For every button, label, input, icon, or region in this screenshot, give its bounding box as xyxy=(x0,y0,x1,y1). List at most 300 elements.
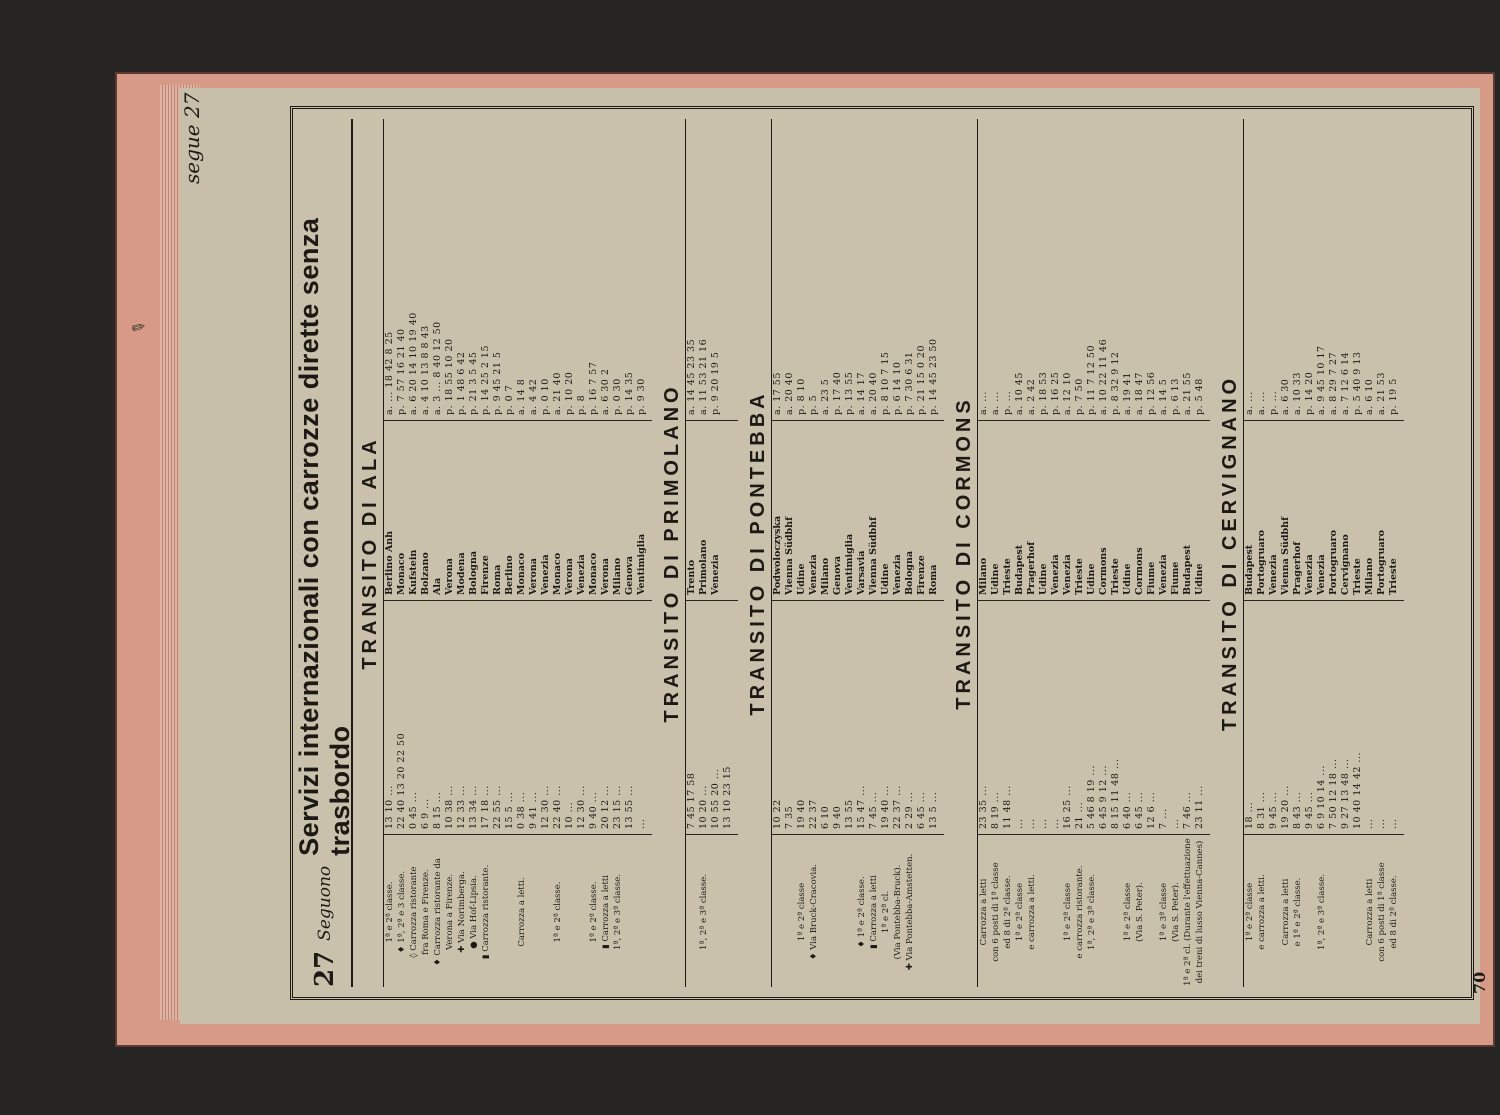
service-note: ◊ Carrozza ristorante xyxy=(409,866,419,958)
arrival-times: a. 6 10 xyxy=(1364,378,1375,415)
table-row xyxy=(784,119,796,987)
station-name: Venezia xyxy=(710,554,721,595)
departure-times: 18 ... xyxy=(1244,801,1255,829)
departure-times: 22 40 ... xyxy=(552,785,563,829)
table-row xyxy=(564,119,576,987)
departure-times: 22 40 13 20 22 50 xyxy=(396,732,407,829)
departure-times: 9 40 xyxy=(832,805,843,829)
departure-times: 6 45 ... xyxy=(916,791,927,829)
service-note: ▮ Carrozza ristorante. xyxy=(481,864,491,960)
service-note: e carrozza a letti. xyxy=(1027,874,1037,950)
table-row xyxy=(1050,119,1062,987)
table-row xyxy=(1170,119,1182,987)
arrival-times: a. 14 5 xyxy=(1158,378,1169,415)
table-row xyxy=(856,119,868,987)
arrival-times: a. 20 40 xyxy=(868,372,879,415)
table-row xyxy=(1328,119,1340,987)
service-note: 1ª, 2ª e 3ª classe. xyxy=(613,874,623,950)
table-row xyxy=(1376,119,1388,987)
arrival-times: p. 14 45 23 50 xyxy=(928,338,939,415)
timetable-frame xyxy=(290,106,1474,1000)
table-row xyxy=(1074,119,1086,987)
departure-times: 15 5 ... xyxy=(504,791,515,829)
station-name: Genova xyxy=(832,555,843,595)
service-note: 1ª e 2ª classe xyxy=(1015,882,1025,942)
arrival-times: a. 8 29 7 27 xyxy=(1328,351,1339,415)
station-name: Monaco xyxy=(516,552,527,595)
arrival-times: a. 14 17 xyxy=(856,372,867,415)
table-row xyxy=(408,119,420,987)
station-name: Trieste xyxy=(1074,558,1085,595)
arrival-times: a. 21 53 xyxy=(1376,372,1387,415)
station-name: Venezia xyxy=(892,554,903,595)
departure-times: 13 5 ... xyxy=(928,791,939,829)
service-note: ▮ Carrozza a letti xyxy=(869,875,879,949)
station-name: Venezia xyxy=(1050,554,1061,595)
station-name: Bologna xyxy=(904,550,915,595)
table-row xyxy=(420,119,432,987)
section-3 xyxy=(951,119,1210,987)
departure-times: 5 46 8 19 ... xyxy=(1086,765,1097,829)
table-row xyxy=(880,119,892,987)
arrival-times: a. ... xyxy=(978,391,989,415)
rotated-content xyxy=(180,88,1489,1024)
table-row xyxy=(978,119,990,987)
service-note: 1ª e 2ª classe xyxy=(1245,882,1255,942)
table-title: Servizi internazionali con carrozze dirette senza trasbordo xyxy=(294,217,355,856)
departure-times: 15 47 ... xyxy=(856,785,867,829)
service-note: ed 8 di 2ª classe. xyxy=(1003,875,1013,949)
service-note: e 1ª e 2ª classe. xyxy=(1293,877,1303,947)
departure-times: 13 10 23 15 xyxy=(722,766,733,829)
station-name: Venezia xyxy=(1268,554,1279,595)
service-note: 1ª e 2ª classe. xyxy=(385,881,395,943)
service-note: 1ª e 2ª classe xyxy=(1123,882,1133,942)
departure-times: 21 ... xyxy=(1074,801,1085,829)
station-name: Udine xyxy=(990,563,1001,595)
departure-times: 10 55 20 ... xyxy=(710,768,721,829)
departure-times: 0 45 ... xyxy=(408,791,419,829)
departure-times: 9 45 ... xyxy=(1304,791,1315,829)
arrival-times: a. 20 40 xyxy=(784,372,795,415)
section-2 xyxy=(745,119,944,987)
service-note: con 6 posti di 1ª classe xyxy=(1377,862,1387,962)
station-name: Trieste xyxy=(1110,558,1121,595)
station-name: Modena xyxy=(456,552,467,595)
arrival-times: p. 10 20 xyxy=(564,371,575,415)
table-row xyxy=(1026,119,1038,987)
arrival-times: a. 14 8 xyxy=(516,378,527,415)
departure-times: 9 45 ... xyxy=(1268,791,1279,829)
arrival-times: p. 13 55 xyxy=(844,371,855,415)
arrival-times: a. ... 18 42 8 25 xyxy=(384,331,395,415)
table-row xyxy=(504,119,516,987)
arrival-times: p. 18 53 xyxy=(1038,371,1049,415)
service-note: con 6 posti di 1ª classe xyxy=(991,862,1001,962)
station-name: Venezia xyxy=(1158,554,1169,595)
arrival-times: a. 7 12 6 14 xyxy=(1340,351,1351,415)
departure-times: 13 34 ... xyxy=(468,785,479,829)
station-name: Bolzano xyxy=(420,552,431,595)
service-note: 1ª, 2ª e 3ª classe. xyxy=(1317,874,1327,950)
arrival-times: p. 9 30 xyxy=(636,378,647,415)
running-head: segue 27 xyxy=(180,92,204,184)
station-name: Varsavia xyxy=(856,550,867,595)
station-name: Ala xyxy=(432,577,443,595)
arrival-times: p. 7 50 xyxy=(1074,378,1085,415)
arrival-times: p. 9 45 21 5 xyxy=(492,351,503,415)
arrival-times: p. 8 10 xyxy=(796,378,807,415)
station-name: Udine xyxy=(1194,563,1205,595)
station-name: Udine xyxy=(1038,563,1049,595)
arrival-times: a. 21 55 xyxy=(1182,372,1193,415)
arrival-times: p. 1 48 6 42 xyxy=(456,351,467,415)
station-name: Vienna Südbhf xyxy=(868,516,879,595)
departure-times: 12 30 ... xyxy=(576,785,587,829)
departure-times: 8 19 ... xyxy=(990,791,1001,829)
table-row xyxy=(636,119,648,987)
departure-times: 9 27 13 48 ... xyxy=(1340,758,1351,829)
table-row xyxy=(1182,119,1194,987)
arrival-times: p. ... xyxy=(1268,390,1279,415)
station-name: Milano xyxy=(820,557,831,595)
station-name: Bologna xyxy=(468,550,479,595)
departure-times: 10 22 xyxy=(772,799,783,829)
station-name: Vienna Südbhf xyxy=(1280,516,1291,595)
table-row xyxy=(990,119,1002,987)
arrival-times: p. 19 5 xyxy=(1388,378,1399,415)
arrival-times: a. ... xyxy=(990,391,1001,415)
station-name: Venezia xyxy=(1316,554,1327,595)
station-name: Verona xyxy=(564,558,575,595)
station-name: Fiume xyxy=(1170,561,1181,595)
departure-times: ... xyxy=(1014,818,1025,829)
arrival-times: p. 0 7 xyxy=(504,384,515,415)
station-name: Monaco xyxy=(396,552,407,595)
station-name: Udine xyxy=(796,563,807,595)
service-note: Carrozza a letti xyxy=(979,878,989,946)
departure-times: 17 18 ... xyxy=(480,785,491,829)
arrival-times: p. 14 35 xyxy=(624,371,635,415)
table-row xyxy=(468,119,480,987)
table-row xyxy=(1340,119,1352,987)
station-name: Trento xyxy=(686,559,697,595)
departure-times: 2 29 ... xyxy=(904,791,915,829)
station-name: Trieste xyxy=(1002,558,1013,595)
station-name: Portogruaro xyxy=(1328,529,1339,595)
service-note: fra Roma e Firenze. xyxy=(421,869,431,955)
station-name: Venezia xyxy=(540,554,551,595)
departure-times: 6 10 xyxy=(820,805,831,829)
arrival-times: a. 10 33 xyxy=(1292,372,1303,415)
table-row xyxy=(624,119,636,987)
arrival-times: a. 4 10 13 8 8 43 xyxy=(420,325,431,415)
arrival-times: p. 16 25 xyxy=(1050,371,1061,415)
station-name: Portogruaro xyxy=(1376,529,1387,595)
station-name: Venezia xyxy=(576,554,587,595)
table-row xyxy=(480,119,492,987)
table-row xyxy=(588,119,600,987)
departure-times: 6 9 ... xyxy=(420,798,431,829)
departure-times: 10 ... xyxy=(564,801,575,829)
table-row xyxy=(820,119,832,987)
departure-times: 8 43 ... xyxy=(1292,791,1303,829)
arrival-times: a. 18 47 xyxy=(1134,372,1145,415)
departure-times: 13 55 xyxy=(844,799,855,829)
arrival-times: p. 21 15 0 20 xyxy=(916,345,927,415)
service-note: ● Via Hof-Lipsia. xyxy=(469,875,479,949)
departure-times: 7 45 17 58 xyxy=(686,772,697,829)
table-row xyxy=(540,119,552,987)
service-note: 1ª e 2ª classe. xyxy=(589,881,599,943)
departure-times: 22 55 ... xyxy=(492,785,503,829)
section-1 xyxy=(659,119,738,987)
section-title: TRANSITO DI PONTEBBA xyxy=(745,119,772,987)
station-name: Roma xyxy=(492,564,503,595)
arrival-times: p. 5 40 9 13 xyxy=(1352,351,1363,415)
departure-times: 12 30 ... xyxy=(540,785,551,829)
departure-times: ... xyxy=(1388,818,1399,829)
arrival-times: p. 6 13 xyxy=(1170,378,1181,415)
table-row xyxy=(1292,119,1304,987)
departure-times: 7 35 xyxy=(784,805,795,829)
departure-times: 23 11 ... xyxy=(1194,785,1205,829)
station-name: Verona xyxy=(600,558,611,595)
departure-times: 19 20 ... xyxy=(1280,785,1291,829)
station-name: Budapest xyxy=(1182,544,1193,595)
station-name: Verona xyxy=(528,558,539,595)
arrival-times: a. 9 45 10 17 xyxy=(1316,345,1327,415)
departure-times: 22 37 xyxy=(808,799,819,829)
table-row xyxy=(492,119,504,987)
departure-times: ... xyxy=(1038,818,1049,829)
segue-label: Seguono xyxy=(315,865,335,941)
departure-times: 0 38 ... xyxy=(516,791,527,829)
table-row xyxy=(1158,119,1170,987)
station-name: Berlino xyxy=(504,555,515,595)
service-note: 1ª e 2ª cl. xyxy=(881,890,891,934)
station-name: Budapest xyxy=(1014,544,1025,595)
departure-times: 13 55 ... xyxy=(624,785,635,829)
departure-times: 9 40 ... xyxy=(588,791,599,829)
table-row xyxy=(432,119,444,987)
station-name: Pragerhof xyxy=(1026,541,1037,595)
departure-times: 12 33 ... xyxy=(456,785,467,829)
section-title: TRANSITO DI ALA xyxy=(357,119,384,987)
station-name: Milano xyxy=(1364,557,1375,595)
service-note: 1ª e 2ª classe. xyxy=(553,881,563,943)
departure-times: ... xyxy=(1364,818,1375,829)
service-note: (Via Pontebba-Bruck). xyxy=(893,864,903,960)
table-row xyxy=(1086,119,1098,987)
arrival-times: p. 17 40 xyxy=(832,371,843,415)
departure-times: 7 ... xyxy=(1158,808,1169,829)
table-row xyxy=(1280,119,1292,987)
service-note: 1ª, 2ª e 3ª classe. xyxy=(699,874,709,950)
arrival-times: p. 5 48 xyxy=(1194,378,1205,415)
departure-times: 6 45 ... xyxy=(1134,791,1145,829)
timetable-page xyxy=(180,88,1489,1024)
table-row xyxy=(916,119,928,987)
section-title: TRANSITO DI PRIMOLANO xyxy=(659,119,686,987)
arrival-times: p. 11 7 12 50 xyxy=(1086,345,1097,415)
departure-times: 9 41 ... xyxy=(528,791,539,829)
table-row xyxy=(1352,119,1364,987)
arrival-times: p. 8 10 7 15 xyxy=(880,351,891,415)
section-0 xyxy=(357,119,652,987)
departure-times: ... xyxy=(1026,818,1037,829)
arrival-times: a. 12 10 xyxy=(1062,372,1073,415)
station-name: Genova xyxy=(624,555,635,595)
departure-times: 12 6 ... xyxy=(1146,791,1157,829)
departure-times: ... xyxy=(1376,818,1387,829)
table-row xyxy=(384,119,396,987)
departure-times: 6 45 9 12 ... xyxy=(1098,765,1109,829)
departure-times: 10 20 ... xyxy=(698,785,709,829)
station-name: Verona xyxy=(444,558,455,595)
service-note: ♦ 1ª, 2ª e 3 classe. xyxy=(397,870,407,954)
table-row xyxy=(516,119,528,987)
table-row xyxy=(612,119,624,987)
page-number: 70 xyxy=(1470,971,1489,994)
station-name: Berlino Anh xyxy=(384,530,395,595)
service-note: 1ª, 2ª e 3ª classe. xyxy=(1087,874,1097,950)
arrival-times: a. 2 42 xyxy=(1026,378,1037,415)
arrival-times: p. 12 56 xyxy=(1146,371,1157,415)
station-name: Milano xyxy=(978,557,989,595)
departure-times: 19 40 xyxy=(796,799,807,829)
arrival-times: a. 6 20 14 10 19 40 xyxy=(408,312,419,415)
service-note: 1ª e 2ª classe xyxy=(1063,882,1073,942)
arrival-times: p. 7 57 16 21 40 xyxy=(396,328,407,415)
service-note: 1ª e 2ª classe xyxy=(797,882,807,942)
table-row xyxy=(396,119,408,987)
station-name: Portogruaro xyxy=(1256,529,1267,595)
section-4 xyxy=(1217,119,1404,987)
station-name: Primolano xyxy=(698,539,709,595)
table-row xyxy=(904,119,916,987)
station-name: Udine xyxy=(880,563,891,595)
table-row xyxy=(1364,119,1376,987)
table-row xyxy=(1110,119,1122,987)
station-name: Trieste xyxy=(1388,558,1399,595)
departure-times: 6 9 10 14 ... xyxy=(1316,765,1327,829)
arrival-times: a. 10 22 11 46 xyxy=(1098,338,1109,415)
arrival-times: p. 7 30 6 31 xyxy=(904,351,915,415)
arrival-times: a. 11 53 21 16 xyxy=(698,338,709,415)
station-name: Budapest xyxy=(1244,544,1255,595)
station-name: Vienna Südbhf xyxy=(784,516,795,595)
service-note: (Via S. Peter). xyxy=(1171,882,1181,942)
table-row xyxy=(1146,119,1158,987)
station-name: Firenze xyxy=(480,555,491,595)
table-row xyxy=(600,119,612,987)
arrival-times: a. ... xyxy=(1256,391,1267,415)
table-number: 27 xyxy=(310,950,340,987)
departure-times: ... xyxy=(1050,818,1061,829)
arrival-times: p. ... xyxy=(1002,390,1013,415)
station-name: Monaco xyxy=(552,552,563,595)
table-row xyxy=(1244,119,1256,987)
arrival-times: a. 23 5 xyxy=(820,378,831,415)
station-name: Venezia xyxy=(1304,554,1315,595)
service-note: Carrozza a letti xyxy=(1281,878,1291,946)
table-row xyxy=(1316,119,1328,987)
table-row xyxy=(772,119,784,987)
table-row xyxy=(868,119,880,987)
table-row xyxy=(1134,119,1146,987)
departure-times: 8 15 11 48 ... xyxy=(1110,758,1121,829)
arrival-times: a. 3 ... 8 40 12 50 xyxy=(432,321,443,415)
table-row xyxy=(928,119,940,987)
departure-times: 19 40 ... xyxy=(880,785,891,829)
arrival-times: p. 8 32 9 12 xyxy=(1110,351,1121,415)
arrival-times: p. 21 3 5 45 xyxy=(468,351,479,415)
arrival-times: p. 14 25 2 15 xyxy=(480,345,491,415)
arrival-times: p. 5 xyxy=(808,394,819,415)
table-row xyxy=(698,119,710,987)
table-row xyxy=(710,119,722,987)
arrival-times: a. 19 41 xyxy=(1122,372,1133,415)
table-row xyxy=(444,119,456,987)
departure-times: 6 40 ... xyxy=(1122,791,1133,829)
station-name: Cormons xyxy=(1134,547,1145,595)
departure-times: 23 15 ... xyxy=(612,785,623,829)
arrival-times: a. 21 40 xyxy=(552,372,563,415)
station-name: Cervignano xyxy=(1340,534,1351,595)
station-name: Venezia xyxy=(1062,554,1073,595)
table-row xyxy=(576,119,588,987)
service-note: dei treni di lusso Vienna-Cannes) xyxy=(1195,840,1205,984)
table-header xyxy=(294,119,355,987)
station-name: Podwoloczyska xyxy=(772,515,783,595)
service-note: ▮ Carrozza a letti xyxy=(601,875,611,949)
service-note: Verona a Firenze. xyxy=(445,874,455,950)
service-note: ♦ Carrozza ristorante da xyxy=(433,858,443,966)
departure-times: 7 50 12 18 ... xyxy=(1328,758,1339,829)
table-row xyxy=(1388,119,1400,987)
departure-times: 8 15 ... xyxy=(432,791,443,829)
table-row xyxy=(1122,119,1134,987)
table-row xyxy=(796,119,808,987)
table-row xyxy=(892,119,904,987)
departure-times: 7 46 ... xyxy=(1182,791,1193,829)
service-note: e carrozza ristorante. xyxy=(1075,865,1085,959)
service-note: ✚ Via Norimberga. xyxy=(457,871,467,953)
section-title: TRANSITO DI CERVIGNANO xyxy=(1217,119,1244,987)
station-name: Kufstein xyxy=(408,549,419,595)
arrival-times: a. 10 45 xyxy=(1014,372,1025,415)
departure-times: 16 25 ... xyxy=(1062,785,1073,829)
departure-times: 10 40 14 42 ... xyxy=(1352,752,1363,829)
table-row xyxy=(456,119,468,987)
section-title: TRANSITO DI CORMONS xyxy=(951,119,978,987)
station-name: Udine xyxy=(1086,563,1097,595)
table-row xyxy=(686,119,698,987)
departure-times: ... xyxy=(1170,818,1181,829)
arrival-times: a. 17 55 xyxy=(772,372,783,415)
service-note: ed 8 di 2ª classe. xyxy=(1389,875,1399,949)
arrival-times: a. 6 30 2 xyxy=(600,368,611,415)
arrival-times: a. 6 30 xyxy=(1280,378,1291,415)
table-row xyxy=(1002,119,1014,987)
arrival-times: a. 4 42 xyxy=(528,378,539,415)
service-note: (Via S. Peter). xyxy=(1135,882,1145,942)
station-name: Udine xyxy=(1122,563,1133,595)
table-row xyxy=(1256,119,1268,987)
station-name: Ventimiglia xyxy=(844,533,855,595)
table-row xyxy=(722,119,734,987)
